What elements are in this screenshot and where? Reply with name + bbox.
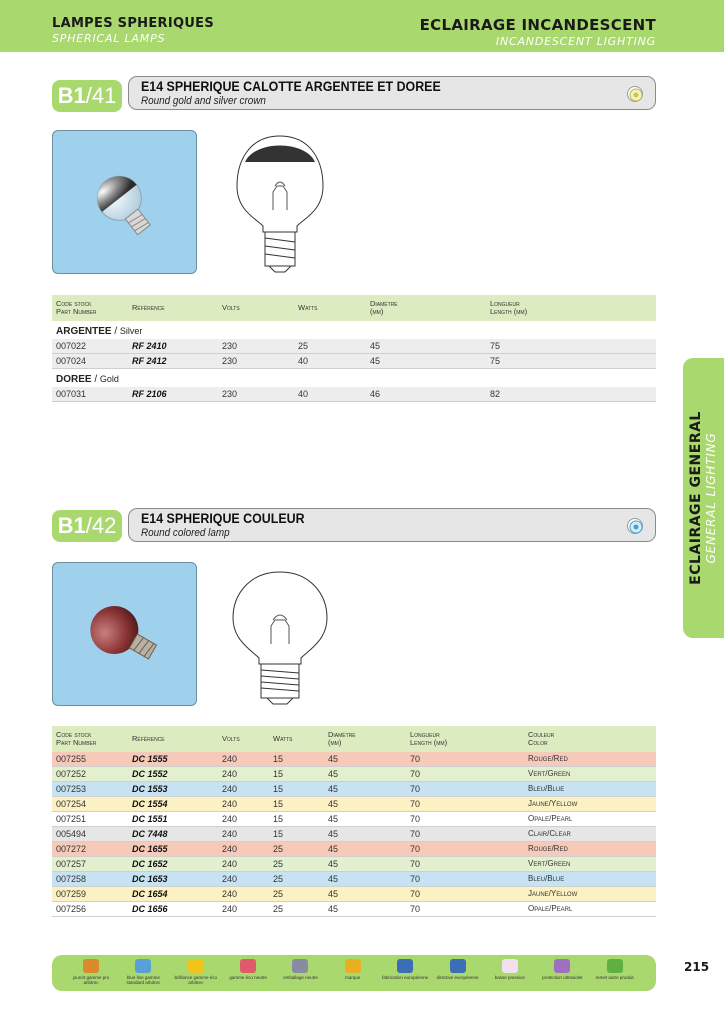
header-right-title: ECLAIRAGE INCANDESCENT	[419, 16, 656, 34]
header-left	[52, 16, 214, 45]
footer-item-label: emballage neutre	[283, 975, 318, 980]
cell-length: 75	[490, 356, 501, 366]
cell-watts: 15	[273, 754, 284, 764]
header-right	[420, 16, 656, 48]
product-code-badge-42	[52, 510, 122, 542]
table-row	[52, 797, 656, 812]
cell-ref: DC 1655	[132, 844, 168, 854]
footer-item	[275, 959, 325, 980]
cell-watts: 25	[273, 889, 284, 899]
cell-volts: 230	[222, 356, 238, 366]
col-reference: Référence	[132, 734, 165, 743]
red-bulb-icon	[53, 563, 197, 706]
cell-volts: 240	[222, 874, 238, 884]
technical-drawing-41	[225, 130, 335, 276]
cell-ref: RF 2412	[132, 356, 167, 366]
cell-color: Jaune/Yellow	[528, 799, 578, 808]
cell-diam: 45	[370, 341, 381, 351]
table-row	[52, 827, 656, 842]
col-length: Longueur Length (mm)	[490, 299, 528, 316]
col-diameter: Diamètre (mm)	[328, 730, 356, 747]
colored-lamp-icon	[627, 518, 643, 534]
box-icon	[292, 959, 308, 973]
group-separator: /	[91, 374, 100, 385]
group-label	[52, 321, 656, 339]
col-code: Code stock Part Number	[56, 299, 97, 316]
table-row	[52, 387, 656, 402]
cell-diam: 45	[328, 814, 339, 824]
pressure-icon	[502, 959, 518, 973]
factory-icon	[397, 959, 413, 973]
cell-color: Opale/Pearl	[528, 814, 573, 823]
table-row	[52, 902, 656, 917]
cell-watts: 40	[298, 389, 309, 399]
cell-volts: 240	[222, 844, 238, 854]
cell-code: 007031	[56, 389, 87, 399]
table-row	[52, 354, 656, 369]
cell-color: Vert/Green	[528, 769, 571, 778]
cell-watts: 15	[273, 799, 284, 809]
footer-item-label: remet autre produit	[595, 975, 634, 980]
cell-code: 007022	[56, 341, 87, 351]
cell-color: Opale/Pearl	[528, 904, 573, 913]
footer-item	[433, 959, 483, 980]
product-photo-colored	[52, 562, 197, 706]
footer-item-label: protection ultraviolet	[542, 975, 583, 980]
group-name-en: Silver	[119, 326, 143, 336]
cell-diam: 45	[370, 356, 381, 366]
footer-item-label: marque	[345, 975, 361, 980]
cell-watts: 25	[273, 844, 284, 854]
cell-diam: 45	[328, 799, 339, 809]
cell-ref: RF 2106	[132, 389, 167, 399]
cell-ref: DC 1555	[132, 754, 168, 764]
cell-length: 82	[490, 389, 501, 399]
product-code-badge-41	[52, 80, 122, 112]
cell-length: 70	[410, 859, 421, 869]
footer-item	[66, 959, 116, 985]
technical-drawing-42	[225, 566, 335, 712]
cell-watts: 25	[298, 341, 309, 351]
col-watts: Watts	[273, 734, 293, 743]
cell-color: Bleu/Blue	[528, 874, 565, 883]
table-header	[52, 726, 656, 752]
group-name-en: Gold	[99, 374, 119, 384]
footer-item	[485, 959, 535, 980]
footer-item	[590, 959, 640, 980]
cell-volts: 240	[222, 829, 238, 839]
footer-item	[118, 959, 168, 985]
product-photo-silver	[52, 130, 197, 274]
footer-legend-bar	[52, 955, 656, 991]
cell-diam: 45	[328, 829, 339, 839]
col-watts: Watts	[298, 303, 318, 312]
table-row	[52, 812, 656, 827]
cell-color: Bleu/Blue	[528, 784, 565, 793]
code-prefix: B1	[57, 83, 86, 108]
footer-item	[171, 959, 221, 985]
header-right-subtitle: INCANDESCENT LIGHTING	[495, 35, 656, 48]
cell-watts: 15	[273, 829, 284, 839]
cell-volts: 240	[222, 769, 238, 779]
uv-icon	[554, 959, 570, 973]
table-row	[52, 872, 656, 887]
cell-length: 70	[410, 904, 421, 914]
cell-diam: 46	[370, 389, 381, 399]
footer-item-label: fabrication européenne	[382, 975, 429, 980]
cell-watts: 15	[273, 769, 284, 779]
cell-diam: 45	[328, 769, 339, 779]
table-header	[52, 295, 656, 321]
cell-volts: 240	[222, 889, 238, 899]
product-title-box-42	[128, 508, 656, 542]
code-number: /41	[85, 83, 117, 108]
side-tab-text	[688, 411, 718, 585]
cell-code: 007255	[56, 754, 87, 764]
cell-length: 70	[410, 844, 421, 854]
footer-item	[223, 959, 273, 980]
table-body	[52, 752, 656, 917]
footer-item-label: gamme éco neutre	[229, 975, 267, 980]
header-left-title: LAMPES SPHERIQUES	[52, 16, 215, 31]
cell-ref: DC 1656	[132, 904, 168, 914]
cell-color: Clair/Clear	[528, 829, 571, 838]
cell-length: 70	[410, 814, 421, 824]
cell-diam: 45	[328, 784, 339, 794]
col-reference: Référence	[132, 303, 165, 312]
cell-watts: 15	[273, 784, 284, 794]
cell-color: Vert/Green	[528, 859, 571, 868]
cell-ref: DC 1654	[132, 889, 168, 899]
cell-length: 75	[490, 341, 501, 351]
col-length: Longueur Length (mm)	[410, 730, 448, 747]
cell-ref: DC 1653	[132, 874, 168, 884]
cell-code: 007257	[56, 859, 87, 869]
cell-volts: 240	[222, 814, 238, 824]
cell-ref: DC 1553	[132, 784, 168, 794]
cell-ref: DC 1554	[132, 799, 168, 809]
lamp-icon	[83, 959, 99, 973]
cell-code: 007258	[56, 874, 87, 884]
product-title: E14 SPHERIQUE COULEUR	[141, 511, 305, 526]
footer-item-label: directive européenne	[436, 975, 479, 980]
cell-volts: 230	[222, 341, 238, 351]
page-number: 215	[684, 960, 710, 974]
code-number: /42	[85, 513, 117, 538]
silver-crown-bulb-icon	[53, 131, 197, 274]
product-title: E14 SPHERIQUE CALOTTE ARGENTEE ET DOREE	[141, 79, 441, 94]
cell-code: 005494	[56, 829, 87, 839]
cell-watts: 25	[273, 874, 284, 884]
group-label	[52, 369, 656, 387]
group-name: DOREE	[56, 374, 92, 385]
cell-ref: DC 1552	[132, 769, 168, 779]
cell-volts: 240	[222, 799, 238, 809]
table-row	[52, 782, 656, 797]
col-volts: Volts	[222, 303, 240, 312]
group-separator: /	[111, 326, 120, 337]
cell-length: 70	[410, 829, 421, 839]
cell-volts: 240	[222, 754, 238, 764]
footer-item	[380, 959, 430, 980]
cell-diam: 45	[328, 889, 339, 899]
product-subtitle: Round gold and silver crown	[141, 95, 266, 107]
cell-color: Rouge/Red	[528, 844, 568, 853]
table-body	[52, 321, 656, 402]
cell-watts: 40	[298, 356, 309, 366]
blue-line-icon	[135, 959, 151, 973]
cell-color: Jaune/Yellow	[528, 889, 578, 898]
cell-ref: RF 2410	[132, 341, 167, 351]
cell-ref: DC 1551	[132, 814, 168, 824]
side-tab-title: ECLAIRAGE GENERAL	[688, 411, 704, 585]
cell-code: 007256	[56, 904, 87, 914]
col-volts: Volts	[222, 734, 240, 743]
product-title-box-41	[128, 76, 656, 110]
col-diameter: Diamètre (mm)	[370, 299, 398, 316]
cell-volts: 240	[222, 904, 238, 914]
ce-icon	[450, 959, 466, 973]
cell-code: 007253	[56, 784, 87, 794]
cell-length: 70	[410, 769, 421, 779]
cell-volts: 240	[222, 784, 238, 794]
footer-item-label: jour/ot gamme pro arbitrec	[72, 975, 110, 985]
footer-item-label: blue line gamme standard arbitrec	[126, 975, 161, 985]
cell-color: Rouge/Red	[528, 754, 568, 763]
cell-length: 70	[410, 784, 421, 794]
footer-item-label: brilliance gamme éco arbitrec	[174, 975, 217, 985]
cell-ref: DC 1652	[132, 859, 168, 869]
recycle-icon	[607, 959, 623, 973]
table-row	[52, 752, 656, 767]
cell-diam: 45	[328, 859, 339, 869]
cell-diam: 45	[328, 904, 339, 914]
cell-length: 70	[410, 874, 421, 884]
cell-code: 007259	[56, 889, 87, 899]
cell-code: 007272	[56, 844, 87, 854]
table-row	[52, 887, 656, 902]
cell-length: 70	[410, 754, 421, 764]
footer-item	[328, 959, 378, 980]
group-name: ARGENTEE	[56, 326, 112, 337]
product-table-42	[52, 726, 656, 917]
col-color: Couleur Color	[528, 730, 555, 747]
cell-ref: DC 7448	[132, 829, 168, 839]
cell-code: 007252	[56, 769, 87, 779]
cell-length: 70	[410, 889, 421, 899]
cell-watts: 15	[273, 814, 284, 824]
cell-length: 70	[410, 799, 421, 809]
table-row	[52, 857, 656, 872]
cell-volts: 230	[222, 389, 238, 399]
table-row	[52, 842, 656, 857]
code-prefix: B1	[57, 513, 86, 538]
side-tab-subtitle: GENERAL LIGHTING	[704, 432, 718, 564]
cell-diam: 45	[328, 844, 339, 854]
header-left-subtitle: SPHERICAL LAMPS	[52, 32, 166, 45]
cell-code: 007254	[56, 799, 87, 809]
cell-code: 007251	[56, 814, 87, 824]
product-table-41	[52, 295, 656, 402]
cap-silver-gold-icon	[627, 86, 643, 102]
eco-icon	[240, 959, 256, 973]
cell-watts: 25	[273, 904, 284, 914]
cell-volts: 240	[222, 859, 238, 869]
mark-icon	[345, 959, 361, 973]
footer-item-label: basse pression	[494, 975, 526, 980]
cell-watts: 25	[273, 859, 284, 869]
cell-diam: 45	[328, 874, 339, 884]
product-subtitle: Round colored lamp	[141, 527, 230, 539]
cell-code: 007024	[56, 356, 87, 366]
sun-icon	[188, 959, 204, 973]
cell-diam: 45	[328, 754, 339, 764]
footer-item	[537, 959, 587, 980]
col-code: Code stock Part Number	[56, 730, 97, 747]
table-row	[52, 339, 656, 354]
table-row	[52, 767, 656, 782]
